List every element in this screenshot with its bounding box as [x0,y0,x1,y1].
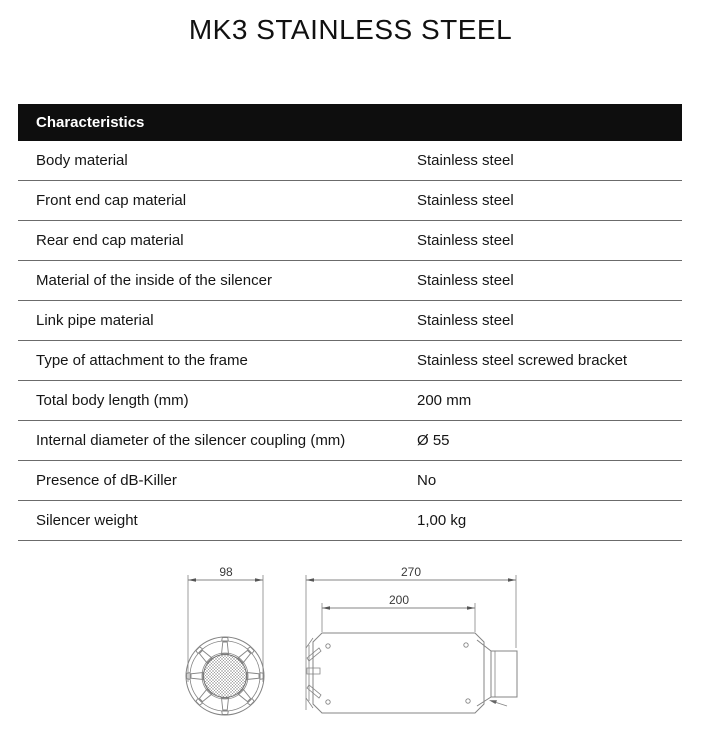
side-view-drawing [306,565,517,713]
mesh-circle [204,655,247,698]
characteristics-table [18,104,682,541]
rivet [466,699,470,703]
table-row [18,421,682,461]
silencer-body-outline [313,633,484,713]
row-value: Stainless steel [417,232,514,249]
dim-label-270: 270 [400,565,422,579]
rivet [326,700,330,704]
table-row [18,301,682,341]
row-label: Presence of dB-Killer [36,472,177,489]
row-value: 200 mm [417,392,472,409]
row-value: Ø 55 [417,432,450,449]
table-row [18,221,682,261]
dim-label-98: 98 [219,565,233,579]
end-view-drawing [186,565,264,715]
table-row [18,261,682,301]
table-row [18,141,682,181]
dim-label-200: 200 [388,593,410,607]
page-title: MK3 STAINLESS STEEL [188,14,513,45]
table-row [18,461,682,501]
rivet [326,644,330,648]
table-row [18,501,682,541]
row-label: Rear end cap material [36,232,184,249]
row-label: Total body length (mm) [36,392,189,409]
row-label: Internal diameter of the silencer coupling (mm) [36,432,346,449]
row-label: Link pipe material [36,312,154,329]
row-value: Stainless steel [417,192,514,209]
row-value: 1,00 kg [417,512,467,529]
dim-arrow-right [467,606,475,610]
row-label: Silencer weight [36,512,138,529]
row-value: Stainless steel [417,312,514,329]
dim-arrow-left [306,578,314,582]
dimension-extension-lines-200 [322,603,475,632]
row-label: Front end cap material [36,192,187,209]
rivet [464,643,468,647]
table-row [18,381,682,421]
dim-arrow-right [255,578,263,582]
row-label: Material of the inside of the silencer [36,272,272,289]
dim-arrow-right [508,578,516,582]
row-label: Type of attachment to the frame [36,352,248,369]
table-row [18,341,682,381]
technical-drawing-svg [0,560,701,744]
row-value: Stainless steel [417,152,514,169]
dim-arrow-left [322,606,330,610]
row-label: Body material [36,152,128,169]
row-value: No [417,472,437,489]
table-header [18,104,682,141]
row-value: Stainless steel screwed bracket [417,352,628,369]
row-value: Stainless steel [417,272,514,289]
table-row [18,181,682,221]
technical-drawing [0,560,701,744]
dim-arrow-left [188,578,196,582]
table-header-label: Characteristics [36,114,145,131]
leader-arrow [489,700,507,706]
